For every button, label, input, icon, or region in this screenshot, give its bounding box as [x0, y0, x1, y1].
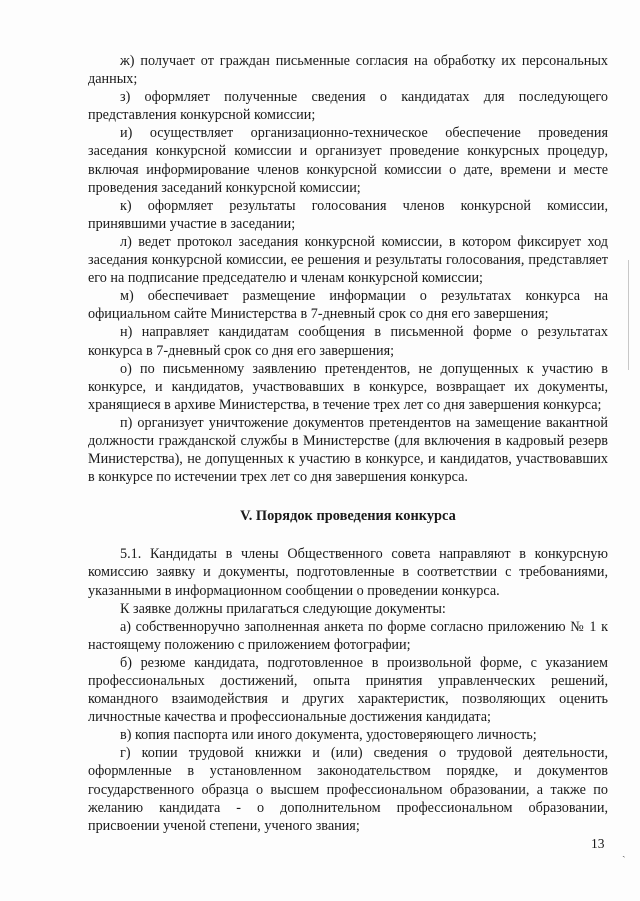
paragraph-item-zh: ж) получает от граждан письменные согласия на обработку их персональных данных; [88, 53, 608, 88]
paragraph-item-o: о) по письменному заявлению претендентов, не допущенных к участию в конкурсе, и кандидатов, участвовавших в конкурсе, возвращает их документы, хранящиеся в архиве Министерства, в течение трех лет со дня завершения конкурса; [88, 360, 608, 413]
paragraph-attachment-b: б) резюме кандидата, подготовленное в произвольной форме, с указанием профессиональных достижений, опыта принятия управленческих решений, командного взаимодействия и других характеристик, позволяющих оценить личностные качества и профессиональные достижения кандидата; [88, 654, 608, 726]
paragraph-item-k: к) оформляет результаты голосования членов конкурсной комиссии, принявшими участие в заседании; [88, 197, 608, 232]
section-heading: V. Порядок проведения конкурса [240, 508, 456, 525]
paragraph-item-p: п) организует уничтожение документов претендентов на замещение вакантной должности гражданской службы в Министерстве (для включения в кадровый резерв Министерства), не допущенных к участию в конкурсе, и кандидатов, участвовавших в конкурсе по истечении трех лет со дня завершения конкурса. [88, 414, 608, 486]
page-number: 13 [591, 836, 605, 851]
paragraph-attachment-v: в) копия паспорта или иного документа, удостоверяющего личность; [120, 727, 537, 744]
paragraph-5-1: 5.1. Кандидаты в члены Общественного совета направляют в конкурсную комиссию заявку и документы, подготовленные в соответствии с требованиями, указанными в информационном сообщении о проведении конкурса. [88, 546, 608, 599]
paragraph-attachment-g: г) копии трудовой книжки и (или) сведения о трудовой деятельности, оформленные в установленном законодательством порядке, и документов государственного образца о высшем профессиональном образовании, а также по желанию кандидата - о дополнительном профессиональном образовании, присвоении ученой степени, ученого звания; [88, 745, 608, 834]
paragraph-item-i: и) осуществляет организационно-техническое обеспечение проведения заседания конкурсной комиссии и организует проведение конкурсных процедур, включая информирование членов конкурсной комиссии о дате, времени и месте проведения заседаний конкурсной комиссии; [88, 125, 608, 196]
scan-stray-mark: ˏ [622, 846, 626, 858]
scan-edge-mark [628, 260, 629, 370]
paragraph-item-n: н) направляет кандидатам сообщения в письменной форме о результатах конкурса в 7-дневный срок со дня его завершения; [88, 324, 608, 359]
paragraph-attachment-a: а) собственноручно заполненная анкета по форме согласно приложению № 1 к настоящему положению с приложением фотографии; [88, 618, 608, 653]
paragraph-item-z: з) оформляет полученные сведения о кандидатах для последующего представления конкурсной комиссии; [88, 89, 608, 124]
paragraph-item-l: л) ведет протокол заседания конкурсной комиссии, в котором фиксирует ход заседания конкурсной комиссии, ее решения и результаты голосования, представляет его на подписание председателю и членам конкурсной комиссии; [88, 233, 608, 287]
paragraph-item-m: м) обеспечивает размещение информации о результатах конкурса на официальном сайте Министерства в 7-дневный срок со дня его завершения; [88, 288, 608, 323]
document-body [88, 52, 608, 835]
paragraph-attachments-intro: К заявке должны прилагаться следующие документы: [120, 600, 446, 617]
